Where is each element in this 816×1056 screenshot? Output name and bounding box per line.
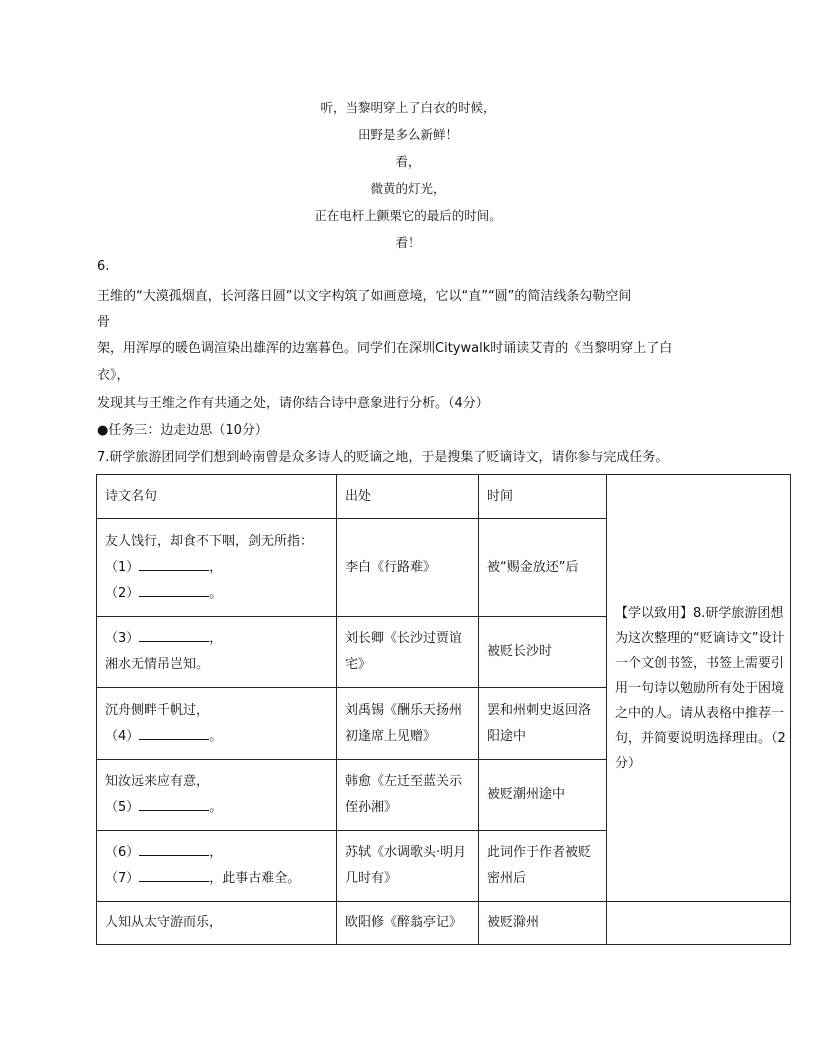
blank-number: （5）	[105, 800, 140, 815]
source-cell: 李白《行路难》	[337, 519, 479, 617]
question-6-number: 6.	[97, 259, 110, 274]
punctuation: ，	[209, 845, 223, 860]
quote-line: 沉舟侧畔千帆过，	[105, 702, 210, 718]
poem-line: 微黄的灯光，	[370, 181, 446, 196]
time-cell: 被贬长沙时	[479, 617, 607, 688]
side-note-text: 【学以致用】8.研学旅游团想为这次整理的“贬谪诗文”设计一个文创书签，书签上需要引用一句诗以勉励所有处于困境之中的人。请从表格中推荐一句，并简要说明选择理由。（2分）	[615, 605, 786, 771]
source-cell: 刘禹锡《酬乐天扬州初逢席上见赠》	[337, 688, 479, 760]
answer-blank[interactable]	[139, 867, 209, 882]
quote-line	[105, 795, 328, 821]
quote-cell: 人知从太守游而乐，	[97, 902, 337, 945]
blank-number: （6）	[105, 845, 140, 860]
quote-cell	[97, 688, 337, 760]
blank-number: （2）	[105, 585, 140, 601]
punctuation: ，	[209, 631, 223, 646]
poem-line: 正在电杆上颤栗它的最后的时间。	[314, 208, 502, 223]
blank-number: （7）	[105, 871, 140, 886]
quote-line	[105, 626, 328, 652]
question-7-text: 7.研学旅游团同学们想到岭南曾是众多诗人的贬谪之地，于是搜集了贬谪诗文，请你参与完成任务。	[97, 450, 669, 465]
blank-number: （3）	[105, 631, 140, 646]
poem-line: 看！	[395, 235, 421, 250]
empty-cell	[607, 902, 791, 945]
question-6-text: 骨	[97, 315, 111, 330]
source-cell: 韩愈《左迁至蓝关示侄孙湘》	[337, 760, 479, 831]
quote-cell	[97, 617, 337, 688]
answer-blank[interactable]	[139, 725, 209, 740]
answer-blank[interactable]	[139, 841, 209, 856]
punctuation: ，此事古难全。	[209, 871, 301, 886]
question-6-text: 王维的“大漠孤烟直，长河落日圆”以文字构筑了如画意境，它以“直”“圆”的简洁线条勾勒空间	[97, 289, 632, 304]
source-cell: 欧阳修《醉翁亭记》	[337, 902, 479, 945]
blank-number: （1）	[105, 559, 140, 575]
question-6-text: 架，用浑厚的暖色调渲染出雄浑的边塞暮色。同学们在深圳Citywalk时诵读艾青的《当黎明穿上了白	[97, 341, 673, 356]
quote-line	[105, 866, 328, 892]
punctuation: 。	[209, 728, 223, 744]
source-cell: 刘长卿《长沙过贾谊宅》	[337, 617, 479, 688]
quote-line: 湘水无情吊岂知。	[105, 657, 210, 672]
header-cell: 出处	[337, 475, 479, 519]
quote-line: 友人饯行，却食不下咽，剑无所指：	[105, 533, 314, 549]
time-cell: 被贬滁州	[479, 902, 607, 945]
task-3-heading: ●任务三：边走边思（10分）	[97, 423, 268, 438]
question-6-text: 衣》，	[97, 368, 130, 383]
quote-line: 知汝远来应有意，	[105, 774, 210, 789]
source-cell: 苏轼《水调歌头·明月几时有》	[337, 831, 479, 902]
punctuation: 。	[209, 585, 223, 601]
quote-cell	[97, 760, 337, 831]
poem-line: 看，	[395, 154, 421, 169]
side-note	[607, 475, 791, 902]
quote-line	[105, 581, 328, 607]
table-row	[97, 902, 791, 945]
exile-poems-table	[96, 474, 791, 945]
header-cell: 时间	[479, 475, 607, 519]
punctuation: 。	[209, 800, 223, 815]
header-cell: 诗文名句	[97, 475, 337, 519]
quote-cell	[97, 831, 337, 902]
poem-line: 田野是多么新鲜！	[357, 127, 458, 142]
punctuation: ，	[209, 559, 223, 575]
quote-line	[105, 840, 328, 866]
blank-number: （4）	[105, 728, 140, 744]
time-cell: 此词作于作者被贬密州后	[479, 831, 607, 902]
question-6-text: 发现其与王维之作有共通之处，请你结合诗中意象进行分析。（4分）	[97, 396, 489, 411]
time-cell: 被“赐金放还”后	[479, 519, 607, 617]
answer-blank[interactable]	[139, 627, 209, 642]
table-header-row	[97, 475, 791, 519]
quote-cell	[97, 519, 337, 617]
answer-blank[interactable]	[139, 556, 209, 571]
answer-blank[interactable]	[139, 796, 209, 811]
answer-blank[interactable]	[139, 582, 209, 597]
poem-line: 听，当黎明穿上了白衣的时候，	[320, 100, 496, 115]
time-cell: 被贬潮州途中	[479, 760, 607, 831]
time-cell: 罢和州刺史返回洛阳途中	[479, 688, 607, 760]
quote-line	[105, 724, 328, 750]
quote-line	[105, 555, 328, 581]
